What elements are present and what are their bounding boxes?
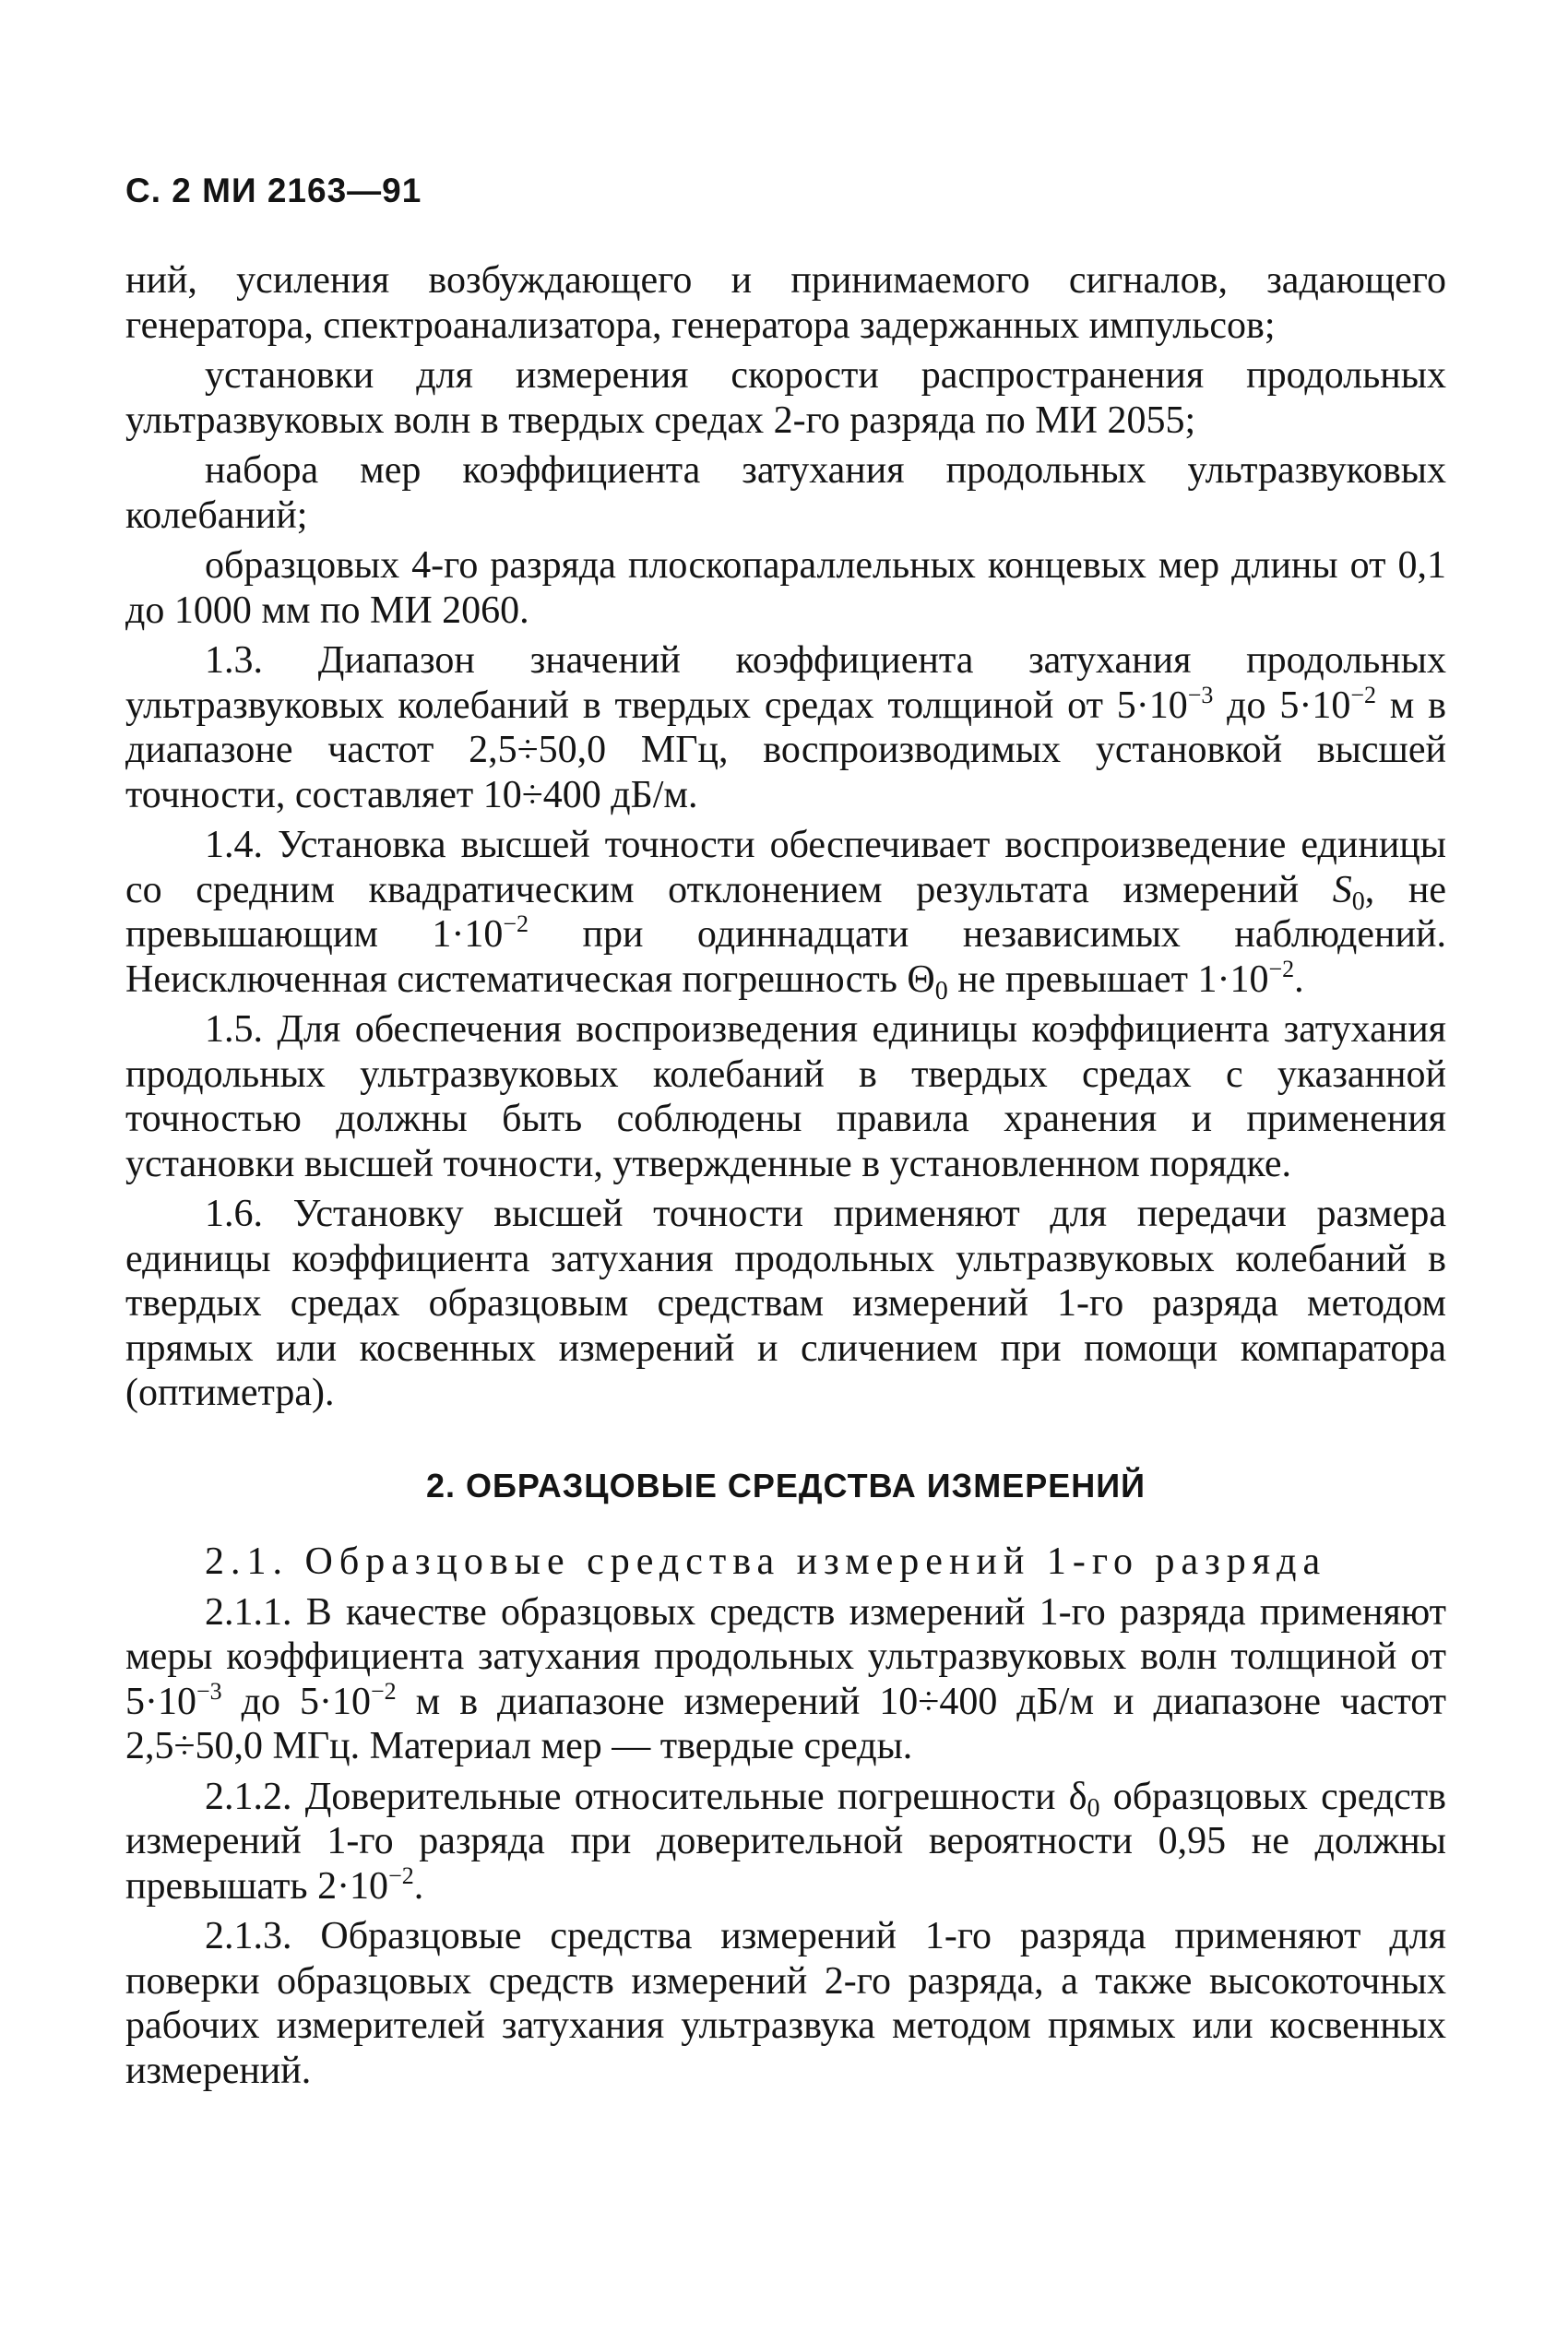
text-run: , не превышающим 1·10 <box>125 868 1446 956</box>
text-run: 2.1.2. Доверительные относительные погрешности δ <box>205 1775 1087 1818</box>
text-run: . <box>1294 957 1304 1001</box>
exponent: −2 <box>503 910 529 937</box>
paragraph-1-5: 1.5. Для обеспечения воспроизведения единицы коэффициента затухания продольных ультразвуковых колебаний в твердых средах с указанной точностью должны быть соблюдены правила хранения и применения установки высшей точности, утвержденные в установленном порядке. <box>125 1008 1446 1185</box>
text-run: м в диапазоне измерений 10÷400 дБ/м и диапазоне частот 2,5÷50,0 МГц. Материал мер — твердые среды. <box>125 1680 1446 1767</box>
text-run: 1.3. Диапазон значений коэффициента затухания продольных ультразвуковых колебаний в твердых средах толщиной от 5·10 <box>125 639 1446 727</box>
subscript: 0 <box>1087 1793 1100 1823</box>
text-run: до 5·10 <box>221 1680 371 1723</box>
exponent: −2 <box>1350 681 1376 708</box>
paragraph-1-6: 1.6. Установку высшей точности применяют для передачи размера единицы коэффициента затухания продольных ультразвуковых колебаний в твердых средах образцовым средствам измерений 1-го разряда методом прямых или косвенных измерений и сличением при помощи компаратора (оптиметра). <box>125 1193 1446 1414</box>
exponent: −3 <box>1187 681 1214 708</box>
subsection-heading: 2.1. Образцовые средства измерений 1-го разряда <box>205 1540 1327 1583</box>
paragraph-measure-set: набора мер коэффициента затухания продольных ультразвуковых колебаний; <box>125 449 1446 537</box>
text-run: не превышает 1·10 <box>947 957 1269 1001</box>
page-header: С. 2 МИ 2163—91 <box>125 172 422 209</box>
text-run: м в диапазоне частот 2,5÷50,0 МГц, воспроизводимых установкой высшей точности, составляет 10÷400 дБ/м. <box>125 684 1446 816</box>
text-run: образцовых средств измерений 1-го разряда при доверительной вероятности 0,95 не должны превышать 2·10 <box>125 1775 1446 1908</box>
text-run: до 5·10 <box>1213 684 1351 727</box>
exponent: −2 <box>371 1677 397 1705</box>
exponent: −2 <box>1268 955 1295 982</box>
paragraph-2-1-2 <box>125 1775 1446 1909</box>
paragraph-gauge-blocks: образцовых 4-го разряда плоскопараллельных концевых мер длины от 0,1 до 1000 мм по МИ 2060. <box>125 544 1446 632</box>
exponent: −2 <box>388 1861 414 1889</box>
exponent: −3 <box>196 1677 222 1705</box>
paragraph-1-3 <box>125 638 1446 817</box>
paragraph-2-1-3: 2.1.3. Образцовые средства измерений 1-го разряда применяют для поверки образцовых средств измерений 2-го разряда, а также высокоточных рабочих измерителей затухания ультразвука методом прямых или косвенных измерений. <box>125 1915 1446 2092</box>
symbol-s: S <box>1332 868 1352 911</box>
document-body <box>125 258 1446 2099</box>
subscript: 0 <box>934 976 948 1005</box>
paragraph-setup-speed: установки для измерения скорости распространения продольных ультразвуковых волн в твердых средах 2-го разряда по МИ 2055; <box>125 354 1446 442</box>
text-run: 1.4. Установка высшей точности обеспечивает воспроизведение единицы со средним квадратическим отклонением результата измерений <box>125 824 1446 911</box>
text-run: 2.1.1. В качестве образцовых средств измерений 1-го разряда применяют меры коэффициента затухания продольных ультразвуковых волн толщиной от 5·10 <box>125 1590 1446 1723</box>
text-run: при одиннадцати независимых наблюдений. Неисключенная систематическая погрешность Θ <box>125 913 1446 1001</box>
subscript: 0 <box>1351 886 1365 916</box>
paragraph-continuation: ний, усиления возбуждающего и принимаемого сигналов, задающего генератора, спектроанализатора, генератора задержанных импульсов; <box>125 259 1446 347</box>
paragraph-2-1-1 <box>125 1590 1446 1769</box>
text-run: . <box>413 1864 424 1908</box>
section-heading: 2. ОБРАЗЦОВЫЕ СРЕДСТВА ИЗМЕРЕНИЙ <box>425 1466 1146 1504</box>
paragraph-1-4 <box>125 823 1446 1005</box>
